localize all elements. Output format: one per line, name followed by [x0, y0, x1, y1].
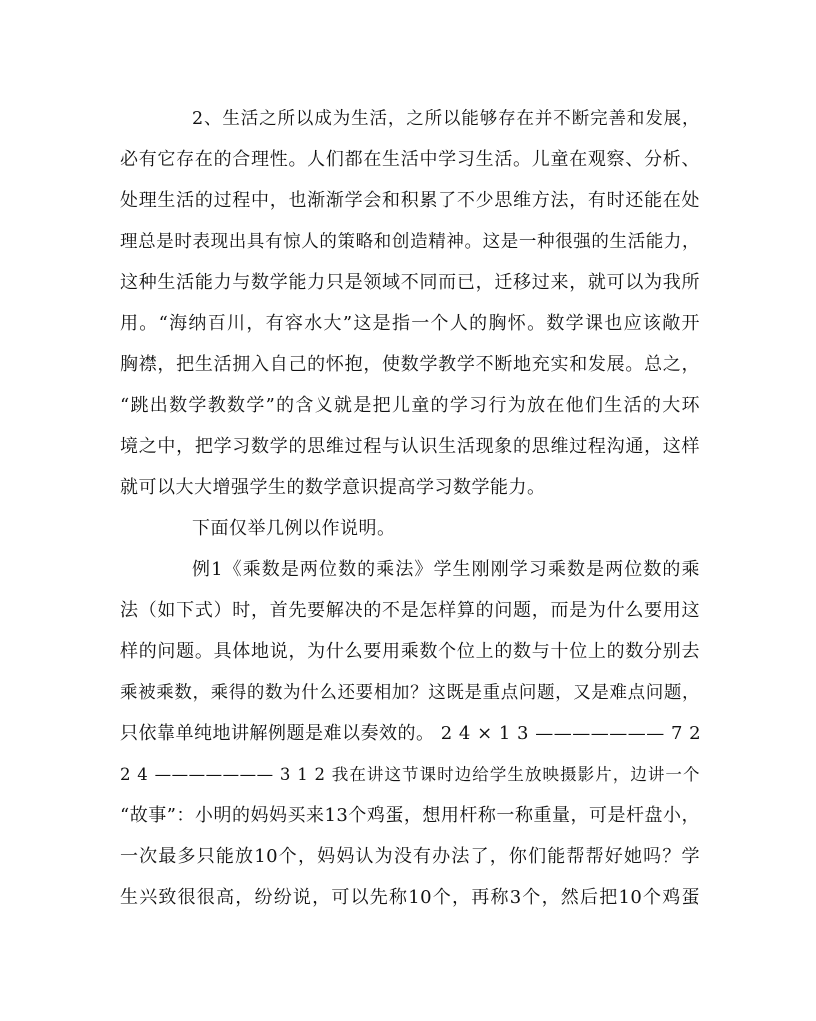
text-line: 用。“海纳百川，有容水大”这是指一个人的胸怀。数学课也应该敞开	[120, 313, 700, 334]
text-line: 必有它存在的合理性。人们都在生活中学习生活。儿童在观察、分析、	[120, 149, 700, 170]
text-line: 这种生活能力与数学能力只是领域不同而已，迁移过来，就可以为我所	[120, 272, 700, 293]
text-line: 境之中，把学习数学的思维过程与认识生活现象的思维过程沟通，这样	[120, 436, 700, 457]
text-line: 就可以大大增强学生的数学意识提高学习数学能力。	[120, 477, 546, 498]
text-line: 法（如下式）时，首先要解决的不是怎样算的问题，而是为什么要用这	[120, 600, 700, 621]
text-line: 只依靠单纯地讲解例题是难以奏效的。 2 4 × 1 3 ——————— 7 2	[120, 723, 702, 744]
text-line: 理总是时表现出具有惊人的策略和创造精神。这是一种很强的生活能力，	[120, 232, 700, 252]
text-line: 2、生活之所以成为生活，之所以能够存在并不断完善和发展，	[192, 109, 700, 129]
text-line: 一次最多只能放10个，妈妈认为没有办法了，你们能帮帮好她吗？学	[120, 846, 700, 867]
text-line: “跳出数学教数学”的含义就是把儿童的学习行为放在他们生活的大环	[120, 395, 700, 416]
text-line: 下面仅举几例以作说明。	[192, 518, 396, 539]
text-line: 样的问题。具体地说，为什么要用乘数个位上的数与十位上的数分别去	[120, 641, 700, 662]
text-line: 例1《乘数是两位数的乘法》学生刚刚学习乘数是两位数的乘	[192, 559, 700, 580]
text-line: 生兴致很很高，纷纷说，可以先称10个，再称3个，然后把10个鸡蛋	[120, 887, 700, 908]
text-line: 胸襟，把生活拥入自己的怀抱，使数学教学不断地充实和发展。总之，	[120, 354, 700, 375]
text-line: 2 4 ——————— 3 1 2 我在讲这节课时边给学生放映摄影片，边讲一个	[120, 765, 700, 784]
text-line: 乘被乘数，乘得的数为什么还要相加？这既是重点问题，又是难点问题，	[120, 683, 700, 703]
text-line: “故事”：小明的妈妈买来13个鸡蛋，想用杆称一称重量，可是杆盘小，	[120, 805, 700, 826]
text-line: 处理生活的过程中，也渐渐学会和积累了不少思维方法，有时还能在处	[120, 190, 700, 211]
